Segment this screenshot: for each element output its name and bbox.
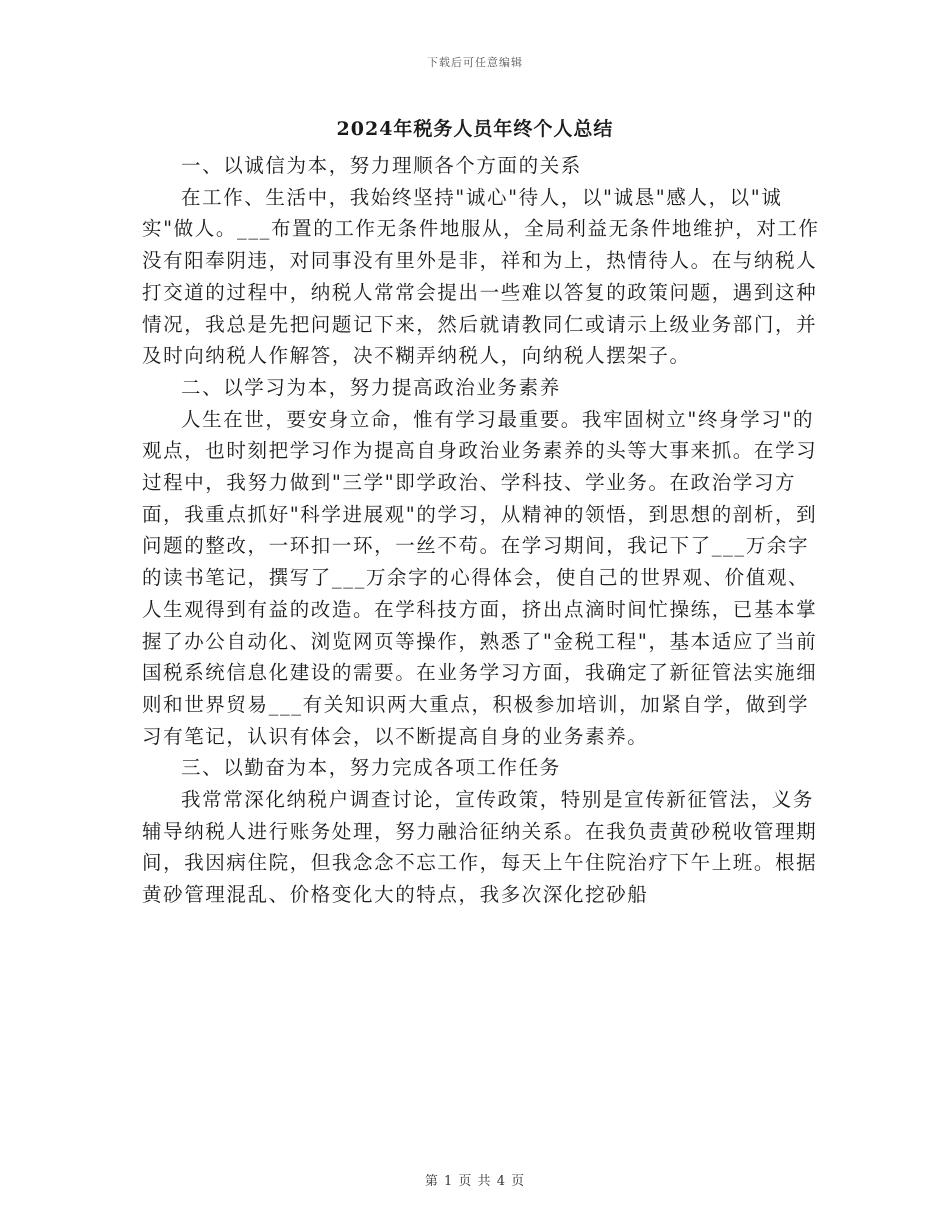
section-heading-3: 三、以勤奋为本，努力完成各项工作任务 xyxy=(181,756,561,780)
page-header-note: 下载后可任意编辑 xyxy=(427,56,523,69)
section-heading-2: 二、以学习为本，努力提高政治业务素养 xyxy=(181,375,561,399)
section-heading-1: 一、以诚信为本，努力理顺各个方面的关系 xyxy=(181,154,582,177)
document-title: 2024年税务人员年终个人总结 xyxy=(336,118,614,140)
document-body xyxy=(142,150,822,911)
section-paragraph-2: 人生在世，要安身立命，惟有学习最重要。我牢固树立"终身学习"的观点，也时刻把学习作为提高自身政治业务素养的头等大事来抓。在学习过程中，我努力做到"三学"即学政治、学科技、学业务。在政治学习方面，我重点抓好"科学进展观"的学习，从精神的领悟，到思想的剖析，到问题的整改，一环扣一环，一丝不苟。在学习期间，我记下了___万余字的读书笔记，撰写了___万余字的心得体会，使自己的世界观、价值观、人生观得到有益的改造。在学科技方面，挤出点滴时间忙操练，已基本掌握了办公自动化、浏览网页等操作，熟悉了"金税工程"，基本适应了当前国税系统信息化建设的需要。在业务学习方面，我确定了新征管法实施细则和世界贸易___有关知识两大重点，积极参加培训，加紧自学，做到学习有笔记，认识有体会，以不断提高自身的业务素养。 xyxy=(142,407,818,748)
page-number-footer: 第 1 页 共 4 页 xyxy=(424,1174,526,1189)
section-paragraph-1: 在工作、生活中，我始终坚持"诚心"待人，以"诚恳"感人，以"诚实"做人。___布置的工作无条件地服从，全局利益无条件地维护，对工作没有阳奉阴违，对同事没有里外是非，祥和为上，热情待人。在与纳税人打交道的过程中，纳税人常常会提出一些难以答复的政策问题，遇到这种情况，我总是先把问题记下来，然后就请教同仁或请示上级业务部门，并及时向纳税人作解答，决不糊弄纳税人，向纳税人摆架子。 xyxy=(142,185,820,368)
section-paragraph-3: 我常常深化纳税户调查讨论，宣传政策，特别是宣传新征管法，义务辅导纳税人进行账务处理，努力融洽征纳关系。在我负责黄砂税收管理期间，我因病住院，但我念念不忘工作，每天上午住院治疗下午上班。根据黄砂管理混乱、价格变化大的特点，我多次深化挖砂船 xyxy=(142,788,818,907)
